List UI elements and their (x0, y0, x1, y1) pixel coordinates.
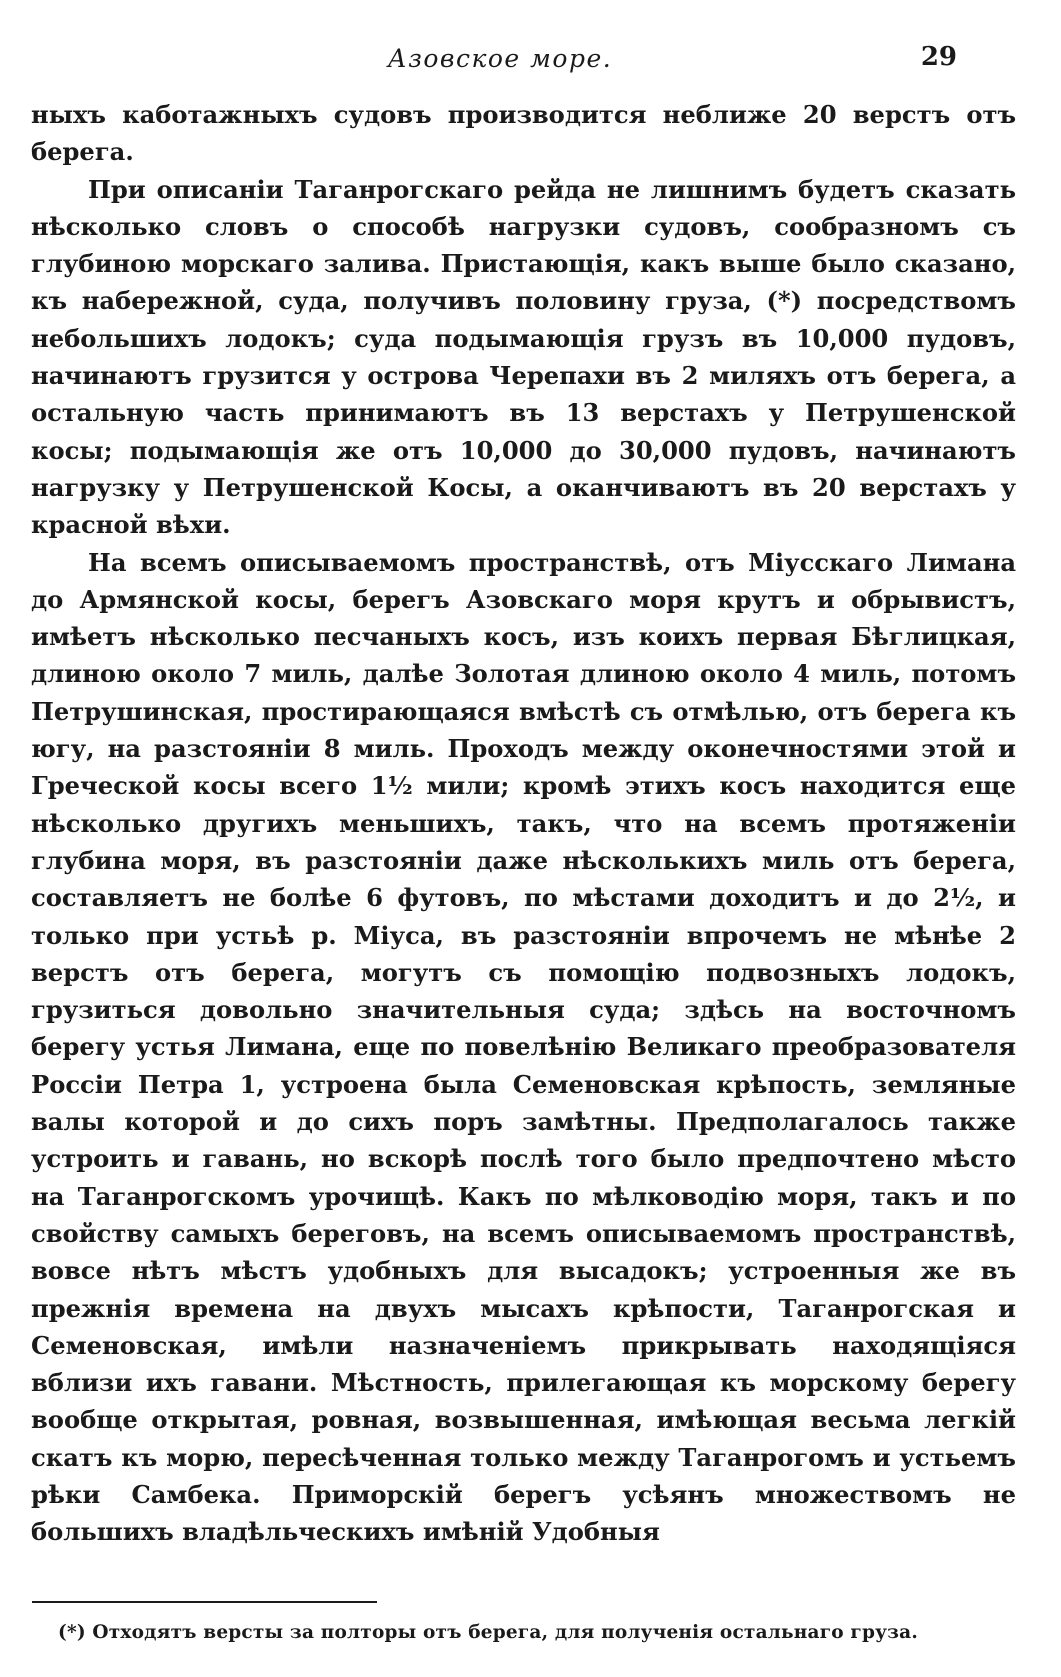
running-head (0, 40, 1061, 80)
running-title: Азовское море. (387, 44, 613, 73)
footnote: (*) Отходятъ версты за полторы отъ берега, для полученiя остальнаго груза. (58, 1622, 918, 1643)
body-text (31, 96, 1016, 1551)
footnote-rule (32, 1601, 377, 1603)
page-number: 29 (920, 42, 957, 72)
paragraph-loading-method: При описанiи Таганрогскаго рейда не лишнимъ будетъ сказать нѣсколько словъ о способѣ нагрузки судовъ, сообразномъ съ глубиною морскаго залива. Пристающiя, какъ выше было сказано, къ набережной, суда, получивъ половину груза, (*) посредствомъ небольшихъ лодокъ; суда подымающiя грузъ въ 10,000 пудовъ, начинаютъ грузится у острова Черепахи въ 2 миляхъ отъ берега, а остальную часть принимаютъ въ 13 верстахъ у Петрушенской косы; подымающiя же отъ 10,000 до 30,000 пудовъ, начинаютъ нагрузку у Петрушенской Косы, а оканчиваютъ въ 20 верстахъ у красной вѣхи. (31, 174, 1016, 540)
paragraph-continuation: ныхъ каботажныхъ судовъ производится неближе 20 верстъ отъ берега. (31, 100, 1016, 167)
paragraph-coastline: На всемъ описываемомъ пространствѣ, отъ Мiусскаго Лимана до Армянской косы, берегъ Азовскаго моря крутъ и обрывистъ, имѣетъ нѣсколько песчаныхъ косъ, изъ коихъ первая Бѣглицкая, длиною около 7 миль, далѣе Золотая длиною около 4 миль, потомъ Петрушинская, простирающаяся вмѣстѣ съ отмѣлью, отъ берега къ югу, на разстоянiи 8 миль. Проходъ между оконечностями этой и Греческой косы всего 1½ мили; кромѣ этихъ косъ находится еще нѣсколько другихъ меньшихъ, такъ, что на всемъ протяженiи глубина моря, въ разстоянiи даже нѣсколькихъ миль отъ берега, составляетъ не болѣе 6 футовъ, по мѣстами доходитъ и до 2½, и только при устьѣ р. Мiуса, въ разстоянiи впрочемъ не мѣнѣе 2 верстъ отъ берега, могутъ съ помощiю подвозныхъ лодокъ, грузиться довольно значительныя суда; здѣсь на восточномъ берегу устья Лимана, еще по повелѣнiю Великаго преобразователя Россiи Петра 1, устроена была Семеновская крѣпость, земляные валы которой и до сихъ поръ замѣтны. Предполагалось также устроить и гавань, но вскорѣ послѣ того было предпочтено мѣсто на Таганрогскомъ урочищѣ. Какъ по мѣлководiю моря, такъ и по свойству самыхъ береговъ, на всемъ описываемомъ пространствѣ, вовсе нѣтъ мѣстъ удобныхъ для высадокъ; устроенныя же въ прежнiя времена на двухъ мысахъ крѣпости, Таганрогская и Семеновская, имѣли назначенiемъ прикрывать находящiяся вблизи ихъ гавани. Мѣстность, прилегающая къ морскому берегу вообще открытая, ровная, возвышенная, имѣющая весьма легкiй скатъ къ морю, пересѣченная только между Таганрогомъ и устьемъ рѣки Самбека. Приморскiй берегъ усѣянъ множествомъ не большихъ владѣльческихъ имѣнiй Удобныя (31, 547, 1016, 1547)
